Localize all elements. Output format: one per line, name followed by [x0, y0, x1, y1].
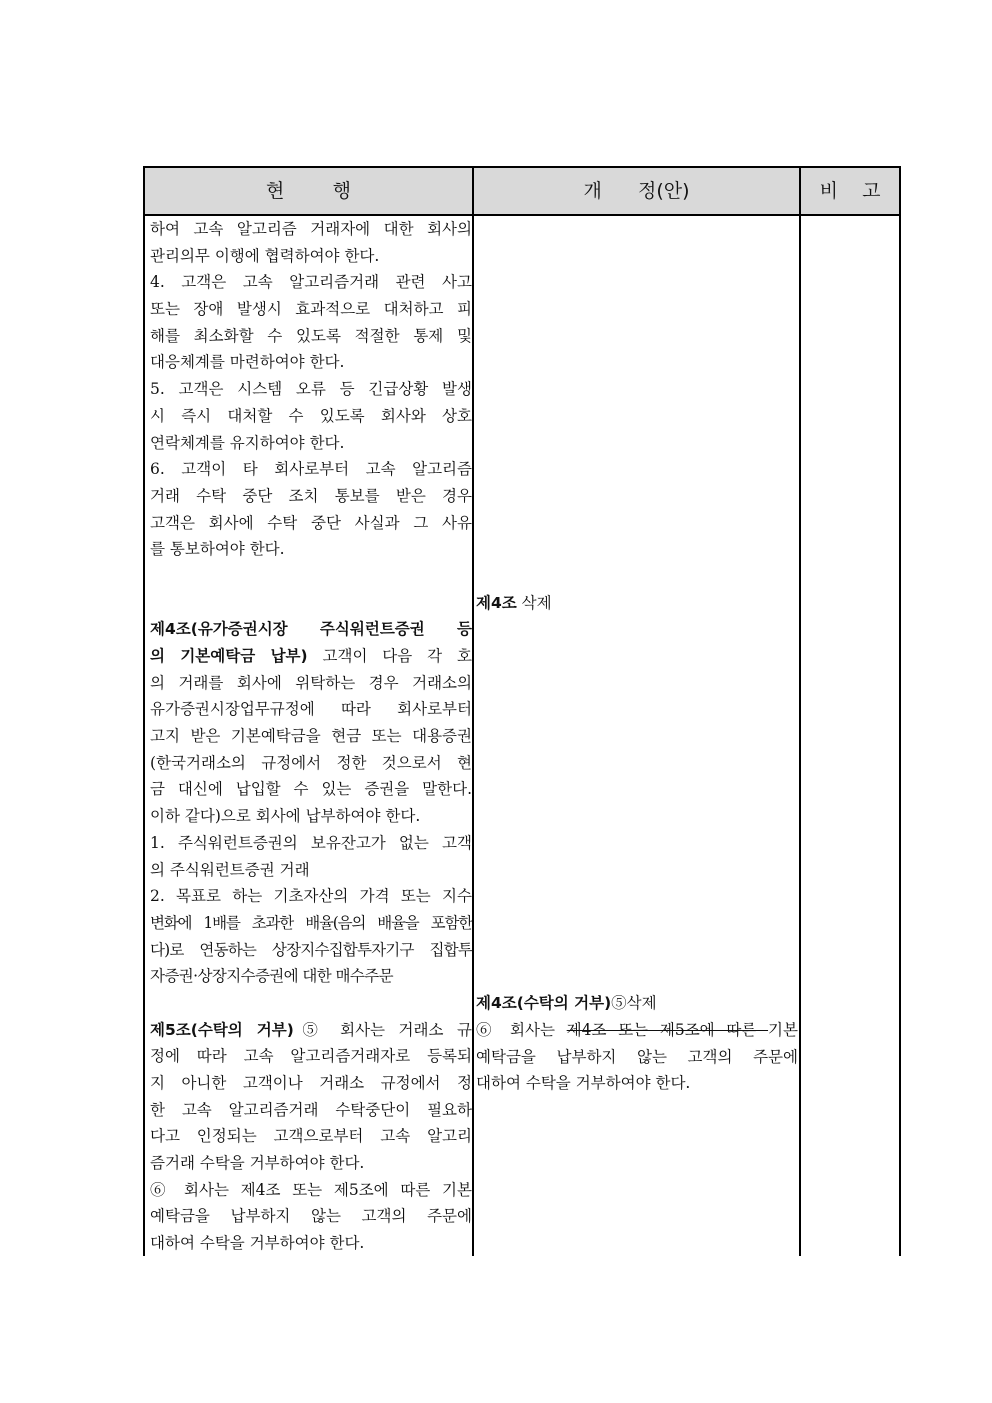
- text-line: 고객은 회사에 수탁 중단 사실과 그 사유: [150, 513, 472, 532]
- text-line: 시 즉시 대처할 수 있도록 회사와 상호: [150, 406, 472, 425]
- article-4-title: 제4조(유가증권시장 주식워런트증권 등: [150, 620, 472, 639]
- article-4-title-cont: 의 기본예탁금 납부): [150, 647, 308, 665]
- text-line: 예탁금을 납부하지 않는 고객의 주문에: [476, 1047, 798, 1066]
- text-line: 관리의무 이행에 협력하여야 한다.: [150, 246, 380, 265]
- text-line: 또는 장애 발생시 효과적으로 대처하고 피: [150, 300, 472, 319]
- revised-article-4-title: 제4조: [476, 593, 517, 612]
- text-line: 5. 고객은 시스템 오류 등 긴급상황 발생: [150, 380, 472, 399]
- column-divider-2: [799, 166, 801, 1256]
- text-line: 6. 고객이 타 회사로부터 고속 알고리즘: [150, 460, 472, 479]
- text-line: 고객이 다음 각 호: [322, 647, 472, 665]
- text-line: 정에 따라 고속 알고리즘거래자로 등록되: [150, 1047, 472, 1066]
- text-line: ⑥ 회사는: [476, 1020, 567, 1039]
- text-line: (한국거래소의 규정에서 정한 것으로서 현: [150, 753, 472, 772]
- text-line: 금 대신에 납입할 수 있는 증권을 말한다.: [150, 780, 472, 799]
- article-5-title: 제5조(수탁의 거부): [150, 1020, 294, 1039]
- text-line: 변화에 1배를 초과한 배율(음의 배율을 포함한: [150, 913, 472, 932]
- table-header: [145, 166, 899, 216]
- header-note: 비 고: [819, 180, 881, 202]
- text-line: 예탁금을 납부하지 않는 고객의 주문에: [150, 1207, 472, 1226]
- text-line: 한 고속 알고리즘거래 수탁중단이 필요하: [150, 1100, 472, 1119]
- revised-column: [476, 216, 798, 1097]
- text-line: 유가증권시장업무규정에 따라 회사로부터: [150, 700, 472, 719]
- text-line: 대하여 수탁을 거부하여야 한다.: [476, 1074, 691, 1093]
- revised-article-4-text: 삭제: [516, 593, 552, 612]
- text-line: 의 거래를 회사에 위탁하는 경우 거래소의: [150, 673, 472, 692]
- comparison-table: [143, 166, 901, 1256]
- text-line: 를 통보하여야 한다.: [150, 540, 285, 559]
- column-divider-1: [472, 166, 474, 1256]
- text-line: 지 아니한 고객이나 거래소 규정에서 정: [150, 1074, 472, 1092]
- text-line: 연락체계를 유지하여야 한다.: [150, 433, 345, 452]
- text-line: 2. 목표로 하는 기초자산의 가격 또는 지수: [150, 887, 472, 906]
- header-revised: 개 정(안): [583, 180, 690, 202]
- struck-text: 제4조 또는 제5조에 따른: [566, 1020, 769, 1039]
- text-line: 대응체계를 마련하여야 한다.: [150, 353, 345, 372]
- revised-article-5-text: ⑤삭제: [611, 994, 657, 1013]
- text-line: ⑤ 회사는 거래소 규: [293, 1020, 472, 1039]
- text-line: 의 주식워런트증권 거래: [150, 860, 310, 879]
- current-column: [150, 216, 472, 1257]
- text-line: 대하여 수탁을 거부하여야 한다.: [150, 1234, 365, 1253]
- text-line: 즘거래 수탁을 거부하여야 한다.: [150, 1154, 365, 1173]
- text-line: 이하 같다)으로 회사에 납부하여야 한다.: [150, 807, 421, 826]
- text-line: 하여 고속 알고리즘 거래자에 대한 회사의: [150, 220, 472, 238]
- header-current: 현 행: [265, 180, 352, 202]
- text-line: 고지 받은 기본예탁금을 현금 또는 대용증권: [150, 727, 472, 746]
- text-line: 4. 고객은 고속 알고리즘거래 관련 사고: [150, 273, 472, 292]
- text-line: 1. 주식워런트증권의 보유잔고가 없는 고객: [150, 833, 472, 852]
- text-line: 거래 수탁 중단 조치 통보를 받은 경우: [150, 486, 472, 505]
- text-line: 다)로 연동하는 상장지수집합투자기구 집합투: [150, 940, 472, 959]
- text-line: 다고 인정되는 고객으로부터 고속 알고리: [150, 1127, 472, 1146]
- text-line: ⑥ 회사는 제4조 또는 제5조에 따른 기본: [150, 1180, 472, 1199]
- text-line: 해를 최소화할 수 있도록 적절한 통제 및: [150, 326, 472, 345]
- text-line: 자증권·상장지수증권에 대한 매수주문: [150, 967, 393, 986]
- text-line: 기본: [768, 1020, 798, 1039]
- revised-article-5-title: 제4조(수탁의 거부): [476, 994, 612, 1013]
